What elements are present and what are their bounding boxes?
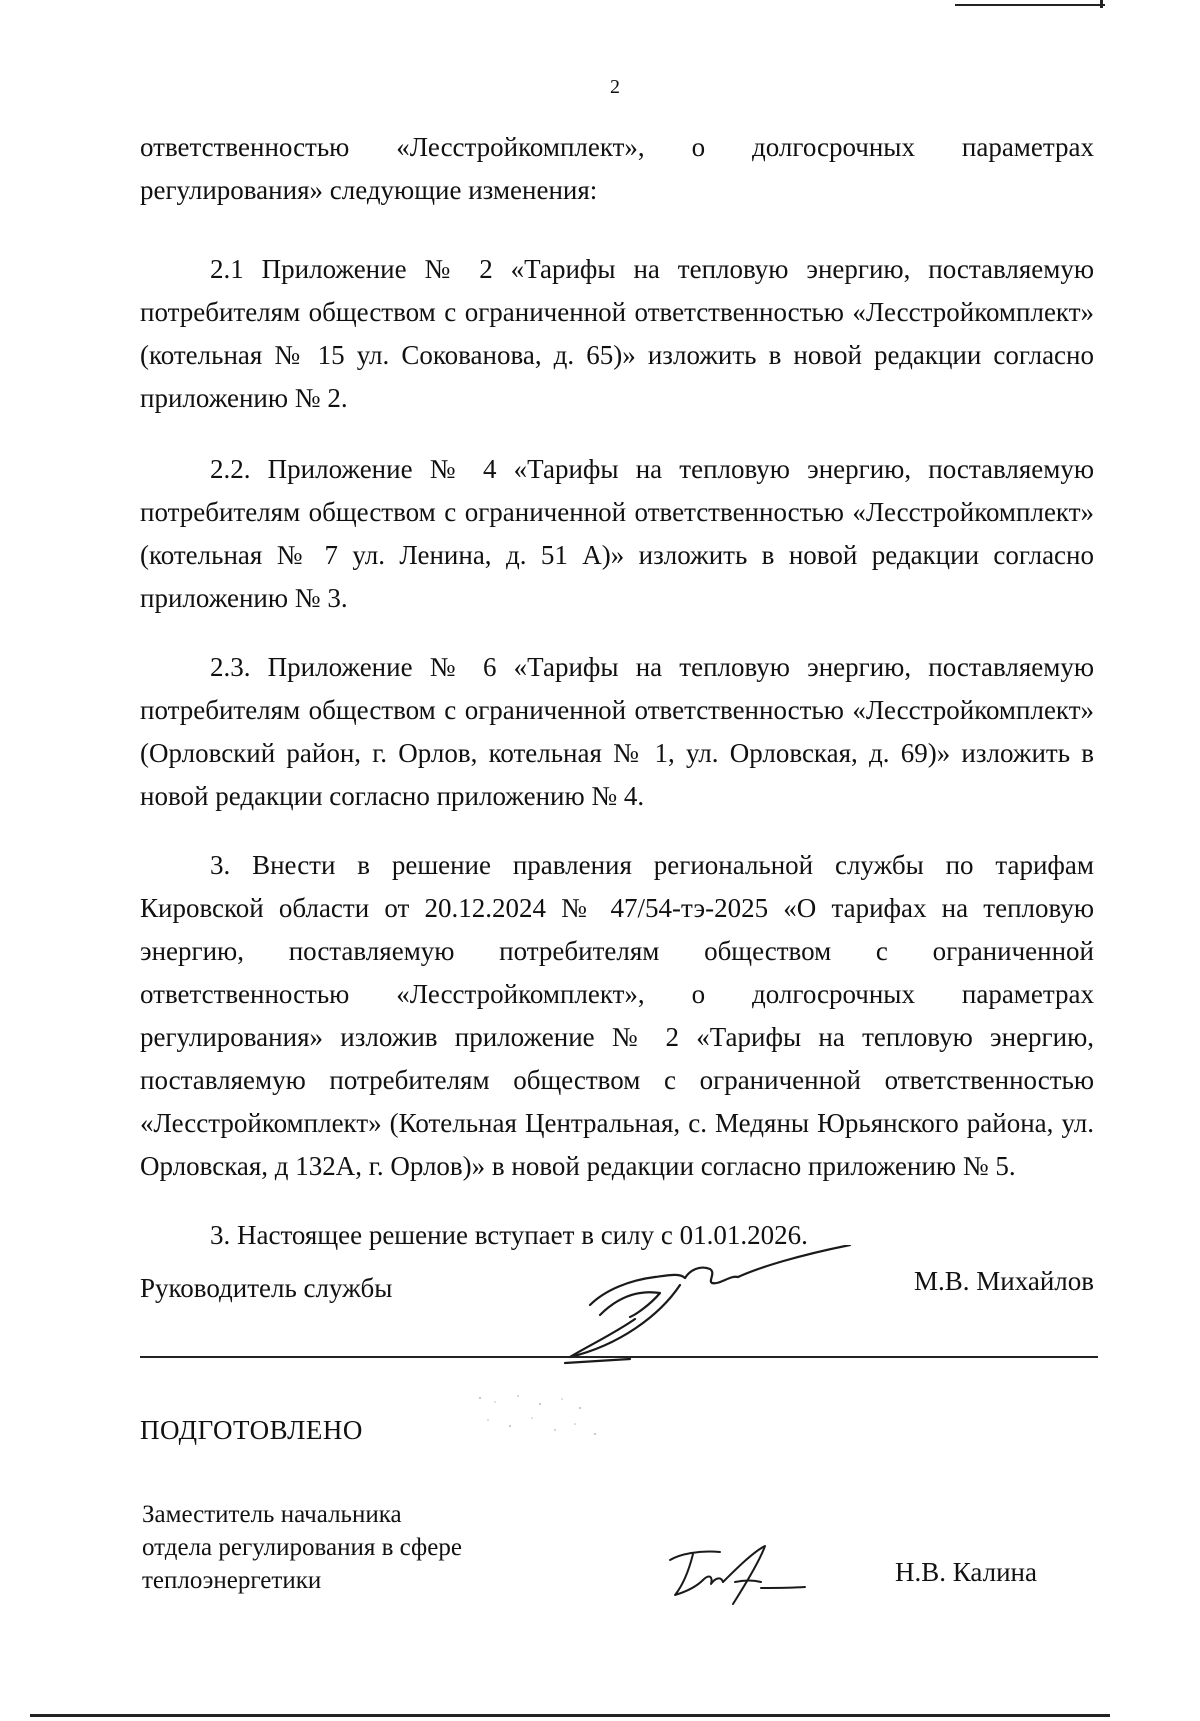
paragraph-item-2-3: 2.3. Приложение № 6 «Тарифы на тепловую энергию, поставляемую потребителям обществом с ограниченной ответственностью «Лесстройкомплект» (Орловский район, г. Орлов, котельная № 1, ул. Орловская, д. 69)» изложить в новой редакции согласно приложению № 4.: [140, 652, 1094, 811]
deputy-position-line-3: теплоэнергетики: [142, 1567, 322, 1594]
page-number: 2: [610, 76, 620, 98]
deputy-position: [142, 1498, 572, 1597]
paragraph-continuation: ответственностью «Лесстройкомплект», о долгосрочных параметрах регулирования» следующие изменения:: [140, 132, 1094, 205]
deputy-name: Н.В. Калина: [895, 1557, 1037, 1587]
deputy-signature-image: [665, 1540, 815, 1610]
scan-edge-tick: [1100, 0, 1103, 8]
head-position-label: Руководитель службы: [140, 1273, 393, 1303]
document-body: [140, 126, 1094, 1257]
paragraph-item-2-2: 2.2. Приложение № 4 «Тарифы на тепловую энергию, поставляемую потребителям обществом с ограниченной ответственностью «Лесстройкомплект» (котельная № 7 ул. Ленина, д. 51 А)» изложить в новой редакции согласно приложению № 3.: [140, 454, 1094, 613]
paragraph-item-3: 3. Внести в решение правления региональной службы по тарифам Кировской области от 20.12.2024 № 47/54-тэ-2025 «О тарифах на тепловую энергию, поставляемую потребителям обществом с ограниченной ответственностью «Лесстройкомплект», о долгосрочных параметрах регулирования» изложив приложение № 2 «Тарифы на тепловую энергию, поставляемую потребителям обществом с ограниченной ответственностью «Лесстройкомплект» (Котельная Центральная, с. Медяны Юрьянского района, ул. Орловская, д 132А, г. Орлов)» в новой редакции согласно приложению № 5.: [140, 850, 1094, 1181]
deputy-position-line-1: Заместитель начальника: [142, 1501, 402, 1528]
paragraph-item-2-1: 2.1 Приложение № 2 «Тарифы на тепловую энергию, поставляемую потребителям обществом с ограниченной ответственностью «Лесстройкомплект» (котельная № 15 ул. Сокованова, д. 65)» изложить в новой редакции согласно приложению № 2.: [140, 254, 1094, 413]
deputy-position-line-2: отдела регулирования в сфере: [142, 1534, 462, 1561]
prepared-heading: ПОДГОТОВЛЕНО: [140, 1415, 363, 1445]
head-name: М.В. Михайлов: [913, 1266, 1094, 1296]
head-signature-image: [560, 1245, 860, 1370]
scan-edge-mark: [955, 4, 1105, 6]
page-bottom-edge-line: [30, 1714, 1110, 1717]
paragraph-item-3-effective: 3. Настоящее решение вступает в силу с 01.01.2026.: [210, 1220, 808, 1250]
signature-divider-line: [140, 1356, 1098, 1358]
scan-speckle: [470, 1390, 610, 1450]
